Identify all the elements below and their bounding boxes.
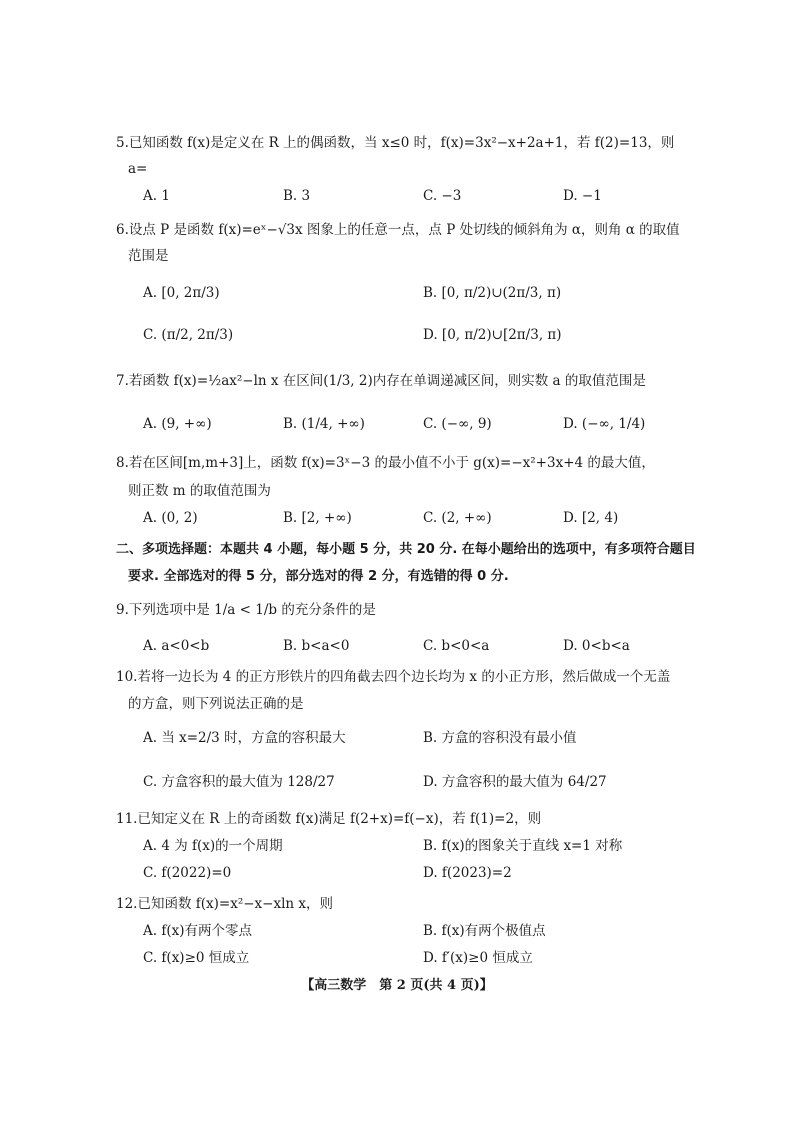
- q7-option-d: D. (−∞, 1/4): [563, 416, 646, 432]
- q12-stem-line1: 12.已知函数 f(x)=x²−x−xln x，则: [116, 896, 334, 912]
- q8-option-b: B. [2, +∞): [283, 510, 352, 526]
- q9-option-d: D. 0<b<a: [563, 638, 630, 654]
- q5-option-a: A. 1: [143, 188, 170, 204]
- q10-option-d: D. 方盒容积的最大值为 64/27: [423, 774, 607, 790]
- q11-option-b: B. f(x)的图象关于直线 x=1 对称: [423, 838, 623, 854]
- q7-option-a: A. (9, +∞): [143, 416, 212, 432]
- q8-stem-line2: 则正数 m 的取值范围为: [128, 483, 271, 499]
- q5-option-d: D. −1: [563, 188, 602, 204]
- q6-option-b: B. [0, π/2)∪(2π/3, π): [423, 285, 562, 301]
- q11-stem-line1: 11.已知定义在 R 上的奇函数 f(x)满足 f(2+x)=f(−x)，若 f(1)=2，则: [116, 811, 542, 827]
- q10-option-b: B. 方盒的容积没有最小值: [423, 730, 577, 746]
- q5-option-c: C. −3: [423, 188, 462, 204]
- q6-option-a: A. [0, 2π/3): [143, 285, 220, 301]
- section2-heading-line2: 要求. 全部选对的得 5 分，部分选对的得 2 分，有选错的得 0 分.: [128, 569, 509, 584]
- q11-option-a: A. 4 为 f(x)的一个周期: [143, 838, 283, 854]
- q7-stem-line1: 7.若函数 f(x)=½ax²−ln x 在区间(1/3, 2)内存在单调递减区间，则实数 a 的取值范围是: [116, 373, 646, 389]
- q9-option-b: B. b<a<0: [283, 638, 350, 654]
- q10-option-c: C. 方盒容积的最大值为 128/27: [143, 774, 335, 790]
- q10-option-a: A. 当 x=2/3 时，方盒的容积最大: [143, 730, 346, 746]
- q9-option-c: C. b<0<a: [423, 638, 490, 654]
- q6-stem-line1: 6.设点 P 是函数 f(x)=eˣ−√3x 图象上的任意一点，点 P 处切线的倾斜角为 α，则角 α 的取值: [116, 222, 680, 238]
- q5-stem-line1: 5.已知函数 f(x)是定义在 R 上的偶函数，当 x≤0 时，f(x)=3x²−x+2a+1，若 f(2)=13，则: [116, 135, 675, 151]
- section2-heading-line1: 二、多项选择题：本题共 4 小题，每小题 5 分，共 20 分. 在每小题给出的选项中，有多项符合题目: [116, 542, 696, 557]
- q12-option-b: B. f(x)有两个极值点: [423, 923, 546, 939]
- q8-option-c: C. (2, +∞): [423, 510, 492, 526]
- q8-option-d: D. [2, 4): [563, 510, 619, 526]
- q10-stem-line1: 10.若将一边长为 4 的正方形铁片的四角截去四个边长均为 x 的小正方形，然后做成一个无盖: [116, 669, 671, 685]
- q8-stem-line1: 8.若在区间[m,m+3]上，函数 f(x)=3ˣ−3 的最小值不小于 g(x)=−x²+3x+4 的最大值，: [116, 455, 655, 471]
- q11-option-c: C. f(2022)=0: [143, 865, 232, 881]
- q9-stem-line1: 9.下列选项中是 1/a < 1/b 的充分条件的是: [116, 602, 376, 618]
- q5-stem-line2: a=: [128, 161, 148, 177]
- page-footer: 【高三数学 第 2 页(共 4 页)】: [301, 978, 493, 993]
- q6-option-c: C. (π/2, 2π/3): [143, 327, 234, 343]
- q12-option-a: A. f(x)有两个零点: [143, 923, 252, 939]
- q6-stem-line2: 范围是: [128, 248, 169, 264]
- q7-option-c: C. (−∞, 9): [423, 416, 492, 432]
- q10-stem-line2: 的方盒，则下列说法正确的是: [128, 696, 304, 712]
- q11-option-d: D. f(2023)=2: [423, 865, 512, 881]
- q6-option-d: D. [0, π/2)∪[2π/3, π): [423, 327, 562, 343]
- q12-option-d: D. f′(x)≥0 恒成立: [423, 950, 533, 966]
- q8-option-a: A. (0, 2): [143, 510, 198, 526]
- q9-option-a: A. a<0<b: [143, 638, 210, 654]
- q12-option-c: C. f(x)≥0 恒成立: [143, 950, 250, 966]
- q7-option-b: B. (1/4, +∞): [283, 416, 365, 432]
- q5-option-b: B. 3: [283, 188, 311, 204]
